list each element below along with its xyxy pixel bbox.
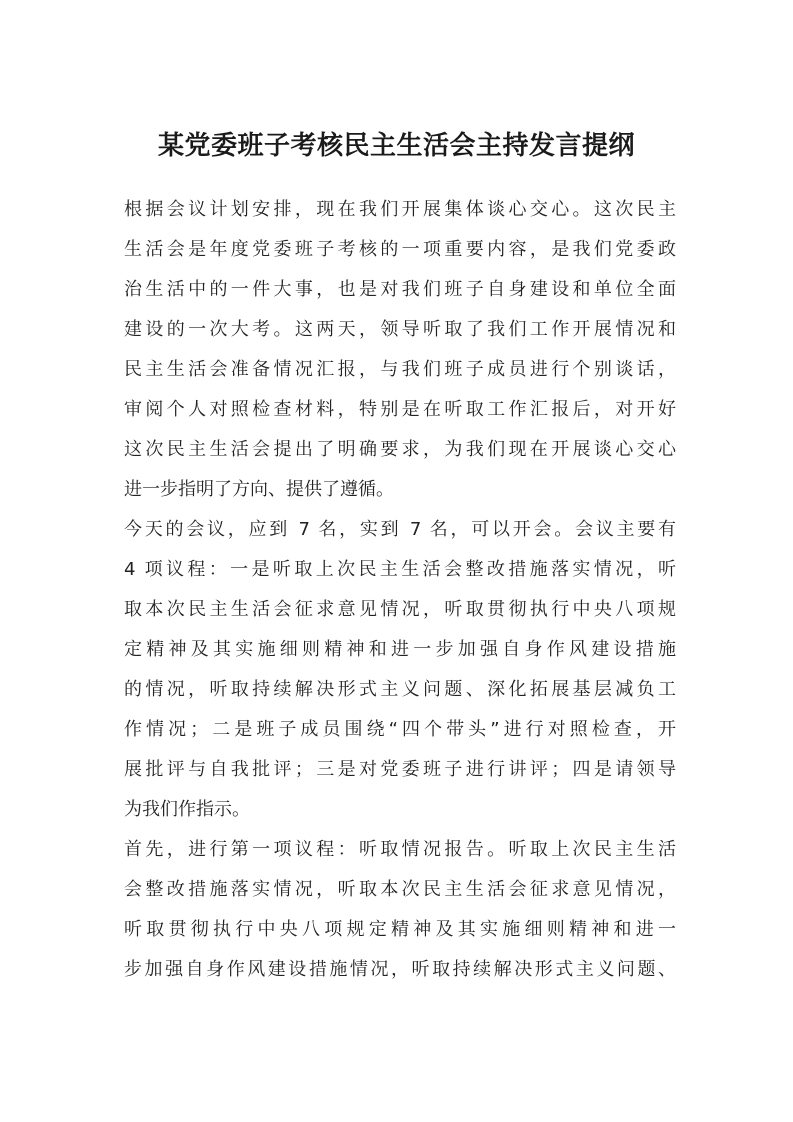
text-line: 的情况，听取持续解决形式主义问题、深化拓展基层减负工 xyxy=(124,679,676,700)
text-line: 会整改措施落实情况，听取本次民主生活会征求意见情况， xyxy=(124,879,676,900)
text-line: 作情况；二是班子成员围绕“四个带头”进行对照检查，开 xyxy=(124,719,676,740)
text-line: 取本次民主生活会征求意见情况，听取贯彻执行中央八项规 xyxy=(124,599,676,620)
paragraph-agenda xyxy=(124,510,676,830)
text-line: 进一步指明了方向、提供了遵循。 xyxy=(124,479,394,500)
text-line: 展批评与自我批评；三是对党委班子进行讲评；四是请领导 xyxy=(124,759,676,780)
text-line: 审阅个人对照检查材料，特别是在听取工作汇报后，对开好 xyxy=(124,399,676,420)
text-line: 步加强自身作风建设措施情况，听取持续解决形式主义问题、 xyxy=(124,959,676,980)
text-line: 民主生活会准备情况汇报，与我们班子成员进行个别谈话， xyxy=(124,359,676,380)
text-line: 根据会议计划安排，现在我们开展集体谈心交心。这次民主 xyxy=(124,199,676,220)
text-line: 今天的会议，应到 7 名，实到 7 名，可以开会。会议主要有 xyxy=(124,519,676,540)
paragraph-first-item xyxy=(124,830,676,990)
text-line: 听取贯彻执行中央八项规定精神及其实施细则精神和进一 xyxy=(124,919,676,940)
text-line: 4 项议程：一是听取上次民主生活会整改措施落实情况，听 xyxy=(124,559,676,580)
text-line: 为我们作指示。 xyxy=(124,799,250,820)
text-line: 这次民主生活会提出了明确要求，为我们现在开展谈心交心 xyxy=(124,439,676,460)
text-line: 治生活中的一件大事，也是对我们班子自身建设和单位全面 xyxy=(124,279,676,300)
text-line: 定精神及其实施细则精神和进一步加强自身作风建设措施 xyxy=(124,639,676,660)
paragraph-intro xyxy=(124,190,676,510)
text-line: 首先，进行第一项议程：听取情况报告。听取上次民主生活 xyxy=(124,839,676,860)
document-title: 某党委班子考核民主生活会主持发言提纲 xyxy=(157,131,635,161)
text-line: 建设的一次大考。这两天，领导听取了我们工作开展情况和 xyxy=(124,319,676,340)
document-body xyxy=(124,190,676,990)
text-line: 生活会是年度党委班子考核的一项重要内容，是我们党委政 xyxy=(124,239,676,260)
